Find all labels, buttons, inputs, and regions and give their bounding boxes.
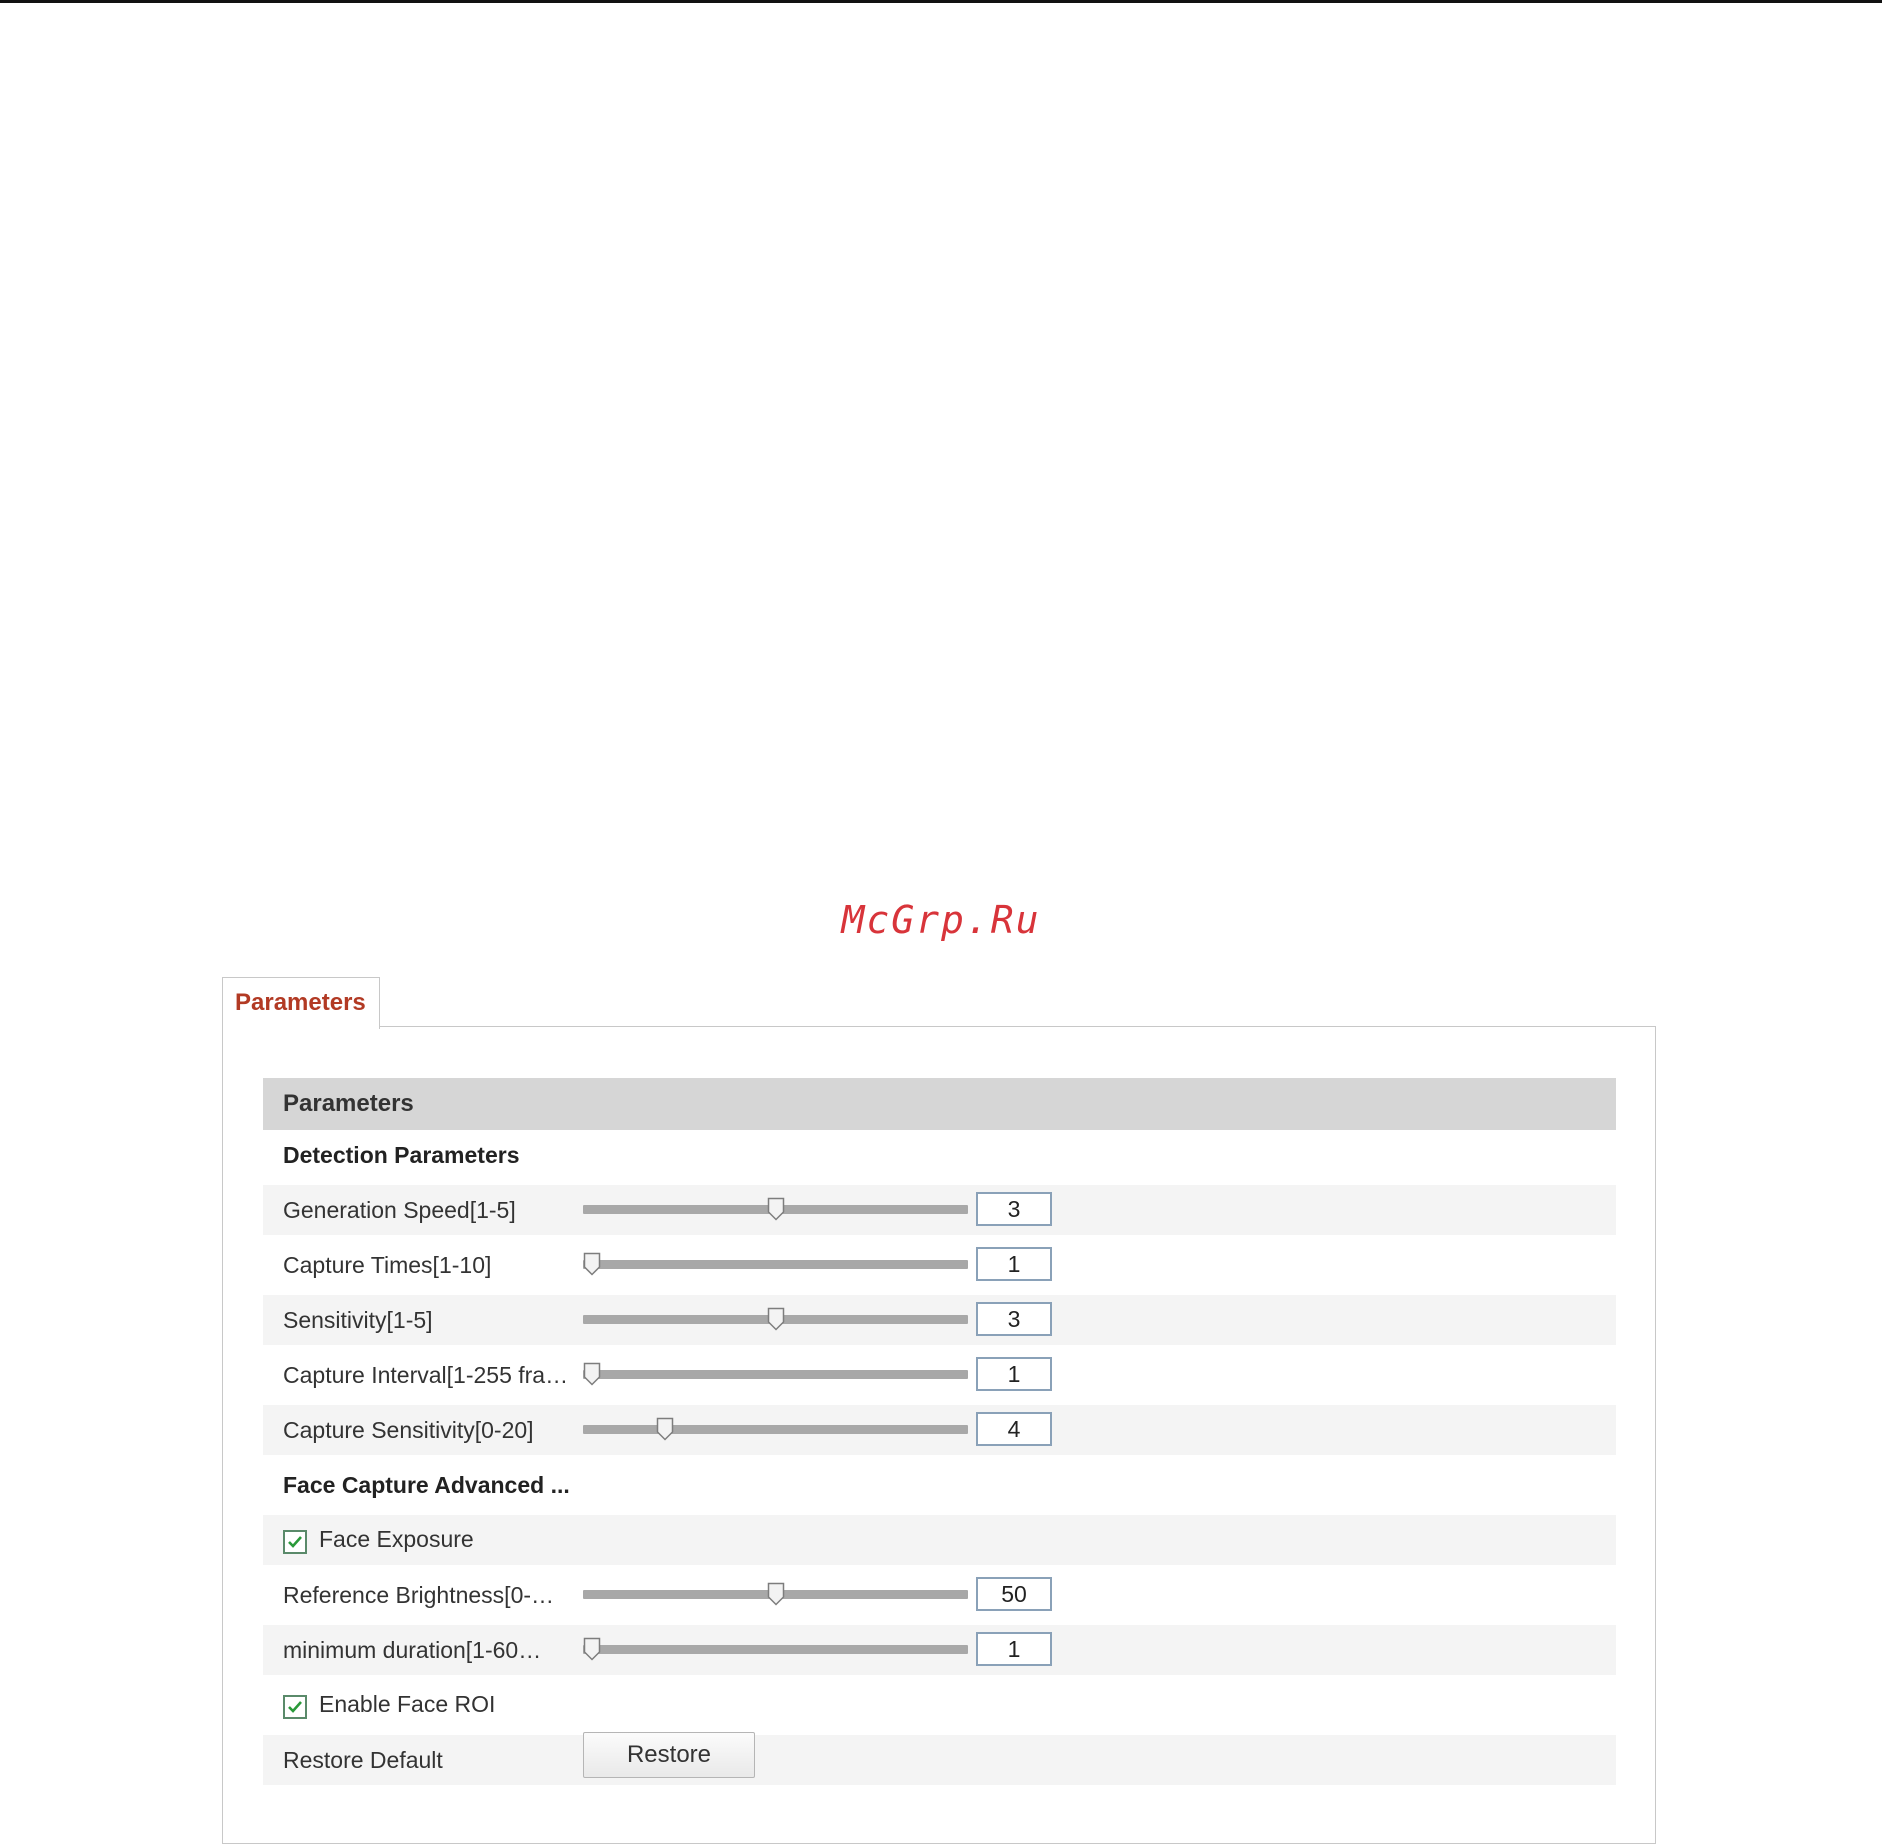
slider-row-capture-interval [263,1350,1616,1400]
advanced-heading-row [263,1460,1616,1510]
generation-speed-label: Generation Speed[1-5] [283,1197,516,1223]
capture-times-input[interactable]: 1 [976,1247,1052,1281]
face-exposure-label: Face Exposure [319,1526,474,1552]
capture-interval-slider[interactable] [583,1370,968,1379]
slider-thumb-icon[interactable] [767,1197,785,1221]
slider-row-capture-times [263,1240,1616,1290]
generation-speed-slider[interactable] [583,1205,968,1214]
minimum-duration-label: minimum duration[1-60… [283,1637,542,1663]
capture-interval-label: Capture Interval[1-255 fra… [283,1362,569,1388]
slider-row-reference-brightness [263,1570,1616,1620]
detection-parameters-heading-row [263,1130,1616,1180]
minimum-duration-input[interactable]: 1 [976,1632,1052,1666]
slider-thumb-icon[interactable] [767,1582,785,1606]
slider-thumb-icon[interactable] [583,1252,601,1276]
capture-sensitivity-slider[interactable] [583,1425,968,1434]
capture-sensitivity-input[interactable]: 4 [976,1412,1052,1446]
capture-sensitivity-label: Capture Sensitivity[0-20] [283,1417,534,1443]
restore-button[interactable]: Restore [583,1732,755,1778]
capture-times-slider[interactable] [583,1260,968,1269]
generation-speed-input[interactable]: 3 [976,1192,1052,1226]
slider-thumb-icon[interactable] [767,1307,785,1331]
capture-interval-input[interactable]: 1 [976,1357,1052,1391]
sensitivity-slider[interactable] [583,1315,968,1324]
face-exposure-checkbox[interactable] [283,1530,307,1554]
sensitivity-input[interactable]: 3 [976,1302,1052,1336]
face-exposure-row [263,1515,1616,1565]
enable-face-roi-label: Enable Face ROI [319,1691,496,1717]
slider-row-generation-speed [263,1185,1616,1235]
restore-default-row [263,1735,1616,1785]
face-capture-advanced-heading: Face Capture Advanced ... [283,1472,570,1498]
detection-parameters-heading: Detection Parameters [283,1142,520,1168]
checkmark-icon [286,1533,304,1551]
reference-brightness-input[interactable]: 50 [976,1577,1052,1611]
restore-default-label: Restore Default [283,1747,443,1773]
reference-brightness-slider[interactable] [583,1590,968,1599]
sensitivity-label: Sensitivity[1-5] [283,1307,433,1333]
slider-thumb-icon[interactable] [583,1637,601,1661]
reference-brightness-label: Reference Brightness[0-… [283,1582,555,1608]
tab-parameters[interactable]: Parameters [222,977,380,1029]
top-rule [0,0,1882,3]
slider-thumb-icon[interactable] [583,1362,601,1386]
minimum-duration-slider[interactable] [583,1645,968,1654]
parameters-panel [222,1026,1656,1844]
enable-face-roi-row [263,1680,1616,1730]
watermark: McGrp.Ru [841,898,1041,942]
slider-thumb-icon[interactable] [656,1417,674,1441]
enable-face-roi-checkbox[interactable] [283,1695,307,1719]
slider-row-capture-sensitivity [263,1405,1616,1455]
capture-times-label: Capture Times[1-10] [283,1252,492,1278]
section-header: Parameters [263,1078,1616,1130]
checkmark-icon [286,1698,304,1716]
slider-row-sensitivity [263,1295,1616,1345]
slider-row-minimum-duration [263,1625,1616,1675]
